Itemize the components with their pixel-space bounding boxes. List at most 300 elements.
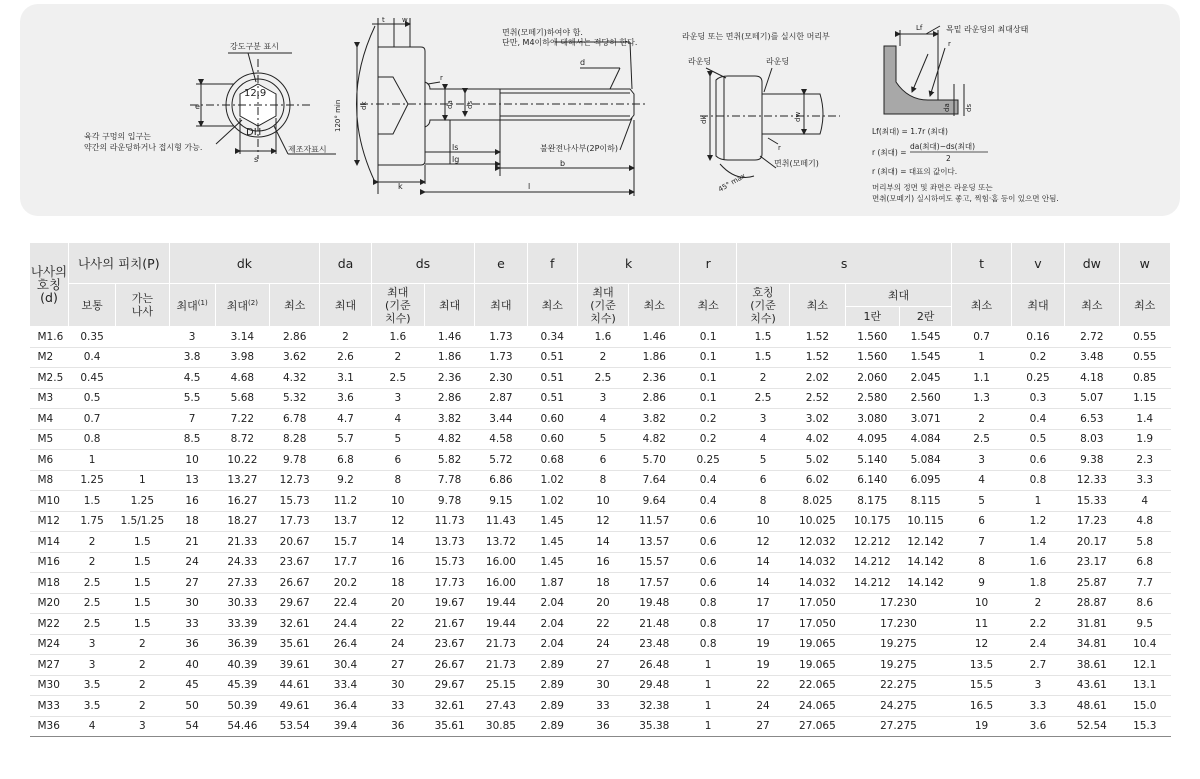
table-cell: 3.6 [320,388,371,409]
table-cell: 1.6 [577,327,628,348]
table-cell: 3 [68,655,115,676]
dim-d: d [580,58,586,67]
table-cell: 39.4 [320,716,371,737]
table-cell: 21.33 [215,532,269,553]
dim-b: b [560,159,566,168]
table-cell: 1 [952,347,1012,368]
table-cell: 2.89 [527,696,577,717]
table-row [30,696,1171,717]
table-row [30,552,1171,573]
table-cell: 21.73 [475,655,527,676]
table-cell: 5 [577,429,628,450]
table-cell: M14 [30,532,69,553]
table-cell: 8.03 [1065,429,1119,450]
table-cell: M1.6 [30,327,69,348]
chamfer-label: 면취(모떼기) [774,159,819,168]
chamfer-note-line2: 단만, M4이하에 대해서는 적당히 한다. [502,38,638,47]
table-cell: 10 [952,593,1012,614]
table-cell: 16.00 [475,573,527,594]
table-body [30,327,1171,737]
table-cell: 40.39 [215,655,269,676]
table-cell: 16 [371,552,424,573]
table-cell: 0.51 [527,368,577,389]
table-cell: 2.36 [629,368,680,389]
table-cell: 4 [371,409,424,430]
table-cell: 20.2 [320,573,371,594]
table-cell: M2 [30,347,69,368]
strength-label: 강도구분 표시 [230,42,279,51]
angle-45: 45° max [717,171,747,194]
table-cell: 5.084 [899,450,951,471]
table-cell: 1.545 [899,347,951,368]
table-cell: 0.6 [680,532,736,553]
table-cell: 2.30 [475,368,527,389]
table-cell: 6.02 [790,470,845,491]
col-dk-min: 최소 [270,284,320,327]
table-cell: 4.7 [320,409,371,430]
table-cell: 0.55 [1119,327,1170,348]
col-k-basic: 최대 (기준 치수) [577,284,628,327]
table-cell [116,368,169,389]
table-row [30,327,1171,348]
table-cell: 3 [169,327,215,348]
table-cell: 26.67 [270,573,320,594]
table-cell: 16 [169,491,215,512]
col-dk-max2: 최대$^{(2)}$ [215,284,269,327]
table-cell: 10.025 [790,511,845,532]
table-cell: 3.02 [790,409,845,430]
table-cell: 12 [736,532,789,553]
table-cell: 27.065 [790,716,845,737]
formula-r-lhs: r (최대) = [872,148,907,157]
table-cell: 2.89 [527,675,577,696]
table-cell: 32.61 [270,614,320,635]
table-cell: 3 [952,450,1012,471]
table-cell: 4.32 [270,368,320,389]
table-cell: 0.6 [680,511,736,532]
table-cell: 5.82 [424,450,474,471]
table-cell: M2.5 [30,368,69,389]
dim-s: s [254,155,259,164]
table-cell: 11.73 [424,511,474,532]
table-row [30,368,1171,389]
table-cell: 1.25 [68,470,115,491]
table-cell: 4.02 [790,429,845,450]
table-cell: 0.8 [680,593,736,614]
table-row [30,429,1171,450]
head-note-line2: 면취(모떼기) 실시하여도 좋고, 찍힘·홈 등이 있으면 안됨. [872,194,1059,203]
table-cell: 10 [577,491,628,512]
table-row [30,347,1171,368]
table-cell: 1.02 [527,470,577,491]
table-cell: 0.68 [527,450,577,471]
table-cell: 11.43 [475,511,527,532]
table-cell: 23.17 [1065,552,1119,573]
table-cell: 2.5 [577,368,628,389]
table-cell: M4 [30,409,69,430]
table-cell: 6.140 [845,470,899,491]
dim-r-fillet: r [948,40,951,48]
table-cell: 7.78 [424,470,474,491]
table-cell: 12.142 [899,532,951,553]
table-cell: 1.6 [1011,552,1064,573]
col-pitch-fine: 가는 나사 [116,284,169,327]
table-cell: 0.7 [68,409,115,430]
table-cell: 3.44 [475,409,527,430]
table-cell: 12 [577,511,628,532]
table-cell: 11.2 [320,491,371,512]
table-cell: 6.86 [475,470,527,491]
table-cell: 12.73 [270,470,320,491]
table-cell: 2.5 [736,388,789,409]
table-cell: 0.51 [527,347,577,368]
table-cell: 0.55 [1119,347,1170,368]
table-row [30,655,1171,676]
dim-ls: ls [452,143,459,152]
table-cell: 2.4 [1011,634,1064,655]
table-cell: 0.85 [1119,368,1170,389]
table-cell: 6 [371,450,424,471]
maker-label: 제조자표시 [288,145,327,154]
table-cell: 27 [736,716,789,737]
table-cell: 19.275 [845,634,952,655]
table-cell: 16 [577,552,628,573]
table-cell: 15.3 [1119,716,1170,737]
table-cell: 0.2 [680,409,736,430]
dim-dk-right: dk [700,115,708,124]
table-cell: 0.34 [527,327,577,348]
table-cell: 17.57 [629,573,680,594]
table-cell: 1.25 [116,491,169,512]
dim-t: t [382,16,385,24]
table-cell: 19 [736,634,789,655]
table-cell: 1.5 [116,532,169,553]
table-row [30,532,1171,553]
table-cell: 8.115 [899,491,951,512]
table-cell: 0.8 [680,614,736,635]
table-cell: 0.6 [1011,450,1064,471]
table-cell: 6.095 [899,470,951,491]
table-cell: 3.82 [629,409,680,430]
table-cell: 4.5 [169,368,215,389]
table-cell: 1.1 [952,368,1012,389]
table-cell: 0.4 [680,491,736,512]
table-cell: 15.73 [424,552,474,573]
table-cell: 16.5 [952,696,1012,717]
table-cell: 19.67 [424,593,474,614]
table-cell: 2.36 [424,368,474,389]
col-f-min: 최소 [527,284,577,327]
head-top-view [190,53,336,159]
table-cell: 19.275 [845,655,952,676]
table-cell: 2 [116,634,169,655]
table-cell: 1.5 [116,593,169,614]
table-cell: 1.45 [527,552,577,573]
table-cell: 7.64 [629,470,680,491]
table-cell: 2.02 [790,368,845,389]
table-cell: 1.4 [1011,532,1064,553]
col-w: w [1119,243,1170,284]
table-cell: 2.045 [899,368,951,389]
head-marking-maker: DH [246,127,262,138]
table-cell: 5.72 [475,450,527,471]
table-cell: 24.33 [215,552,269,573]
table-cell: M30 [30,675,69,696]
table-cell: 6.78 [270,409,320,430]
table-cell: 14 [736,573,789,594]
table-cell: 6 [952,511,1012,532]
table-cell: 0.5 [1011,429,1064,450]
table-cell: 4.084 [899,429,951,450]
formula-lf: Lf(최대) = 1.7r (최대) [872,127,948,136]
table-cell: 1.560 [845,347,899,368]
table-cell: 24 [371,634,424,655]
table-cell: 1 [680,655,736,676]
table-cell: 17.73 [270,511,320,532]
table-cell: 17.230 [845,614,952,635]
table-cell: 13.7 [320,511,371,532]
formula-r-den: 2 [946,154,951,163]
table-cell: 30 [577,675,628,696]
table-cell: 1.75 [68,511,115,532]
table-cell: 20.67 [270,532,320,553]
table-cell: 43.61 [1065,675,1119,696]
table-cell: 1.4 [1119,409,1170,430]
col-pitch-normal: 보통 [68,284,115,327]
table-cell: 50 [169,696,215,717]
table-cell: 19 [952,716,1012,737]
table-cell: 33.39 [215,614,269,635]
table-cell: 27.43 [475,696,527,717]
table-cell [116,429,169,450]
table-cell: 2.04 [527,634,577,655]
dim-e: e [195,102,200,111]
table-cell: 1 [680,716,736,737]
table-cell: 6 [577,450,628,471]
table-cell: 17 [736,593,789,614]
table-cell: 19 [736,655,789,676]
table-cell: 0.8 [1011,470,1064,491]
table-cell: 2.3 [1119,450,1170,471]
table-cell: 22 [577,614,628,635]
table-cell: 36.39 [215,634,269,655]
table-cell: 2.5 [68,593,115,614]
table-cell: 0.51 [527,388,577,409]
col-s-max-group: 최대 [845,284,952,307]
col-pitch: 나사의 피치(P) [68,243,169,284]
table-cell: 14.142 [899,552,951,573]
table-cell: M8 [30,470,69,491]
table-cell: 27 [577,655,628,676]
hex-note-line1: 육각 구멍의 입구는 [84,132,151,141]
table-cell: 32.38 [629,696,680,717]
table-cell: 12.032 [790,532,845,553]
table-row [30,388,1171,409]
table-cell: 29.67 [424,675,474,696]
table-cell: 1.73 [475,327,527,348]
table-cell: 22.275 [845,675,952,696]
table-cell: 0.1 [680,388,736,409]
table-cell: 9.5 [1119,614,1170,635]
table-row [30,511,1171,532]
table-cell: 13 [169,470,215,491]
table-cell: 2.89 [527,716,577,737]
table-cell: 3.62 [270,347,320,368]
table-cell: 10 [371,491,424,512]
table-cell: 15.7 [320,532,371,553]
table-cell: 10 [736,511,789,532]
table-cell: 26.67 [424,655,474,676]
dim-dw: dw [794,111,802,122]
col-v-max: 최대 [1011,284,1064,327]
table-cell: 0.4 [1011,409,1064,430]
table-cell: 1.3 [952,388,1012,409]
table-row [30,614,1171,635]
table-cell: 12 [952,634,1012,655]
table-cell: 2.89 [527,655,577,676]
table-cell: 6 [736,470,789,491]
table-cell: 10.22 [215,450,269,471]
table-cell: 0.8 [680,634,736,655]
table-cell: 1 [680,696,736,717]
table-cell: 3.3 [1119,470,1170,491]
table-cell: 54.46 [215,716,269,737]
table-cell: 15.5 [952,675,1012,696]
table-cell: 21.73 [475,634,527,655]
table-cell: 3.3 [1011,696,1064,717]
rounding-left: 라운딩 [688,57,712,66]
table-cell: 9.78 [270,450,320,471]
table-cell: M20 [30,593,69,614]
table-cell: 3.5 [68,696,115,717]
table-cell: 24 [736,696,789,717]
table-cell: 35.61 [424,716,474,737]
table-cell: 2.72 [1065,327,1119,348]
table-cell: 50.39 [215,696,269,717]
table-cell: 8.5 [169,429,215,450]
table-row [30,573,1171,594]
technical-drawing [20,4,1180,216]
table-cell: 24 [169,552,215,573]
table-cell: 9.15 [475,491,527,512]
col-ds-max: 최대 [424,284,474,327]
table-cell: 15.73 [270,491,320,512]
formula-r-note: r (최대) = 대표의 값이다. [872,167,958,176]
table-row [30,491,1171,512]
table-cell: 18.27 [215,511,269,532]
table-cell: 5.7 [320,429,371,450]
table-cell: 6.8 [320,450,371,471]
table-cell: 0.1 [680,347,736,368]
table-cell: 16.27 [215,491,269,512]
table-cell: 5.07 [1065,388,1119,409]
table-cell: 2.5 [371,368,424,389]
table-cell: 1.5 [736,327,789,348]
table-cell: 1.5 [68,491,115,512]
table-cell: 13.73 [424,532,474,553]
table-cell: 0.16 [1011,327,1064,348]
table-cell: 23.48 [629,634,680,655]
table-cell: 36 [577,716,628,737]
table-cell: 2.580 [845,388,899,409]
table-cell: 0.6 [680,552,736,573]
table-cell: 0.60 [527,429,577,450]
table-cell: 0.35 [68,327,115,348]
table-cell: 9 [952,573,1012,594]
dim-l: l [528,182,531,191]
table-cell: 11 [952,614,1012,635]
table-cell: 9.38 [1065,450,1119,471]
table-cell: 4 [68,716,115,737]
table-cell: 25.15 [475,675,527,696]
table-cell: 1.45 [527,511,577,532]
table-cell: 36.4 [320,696,371,717]
table-cell: 19.44 [475,614,527,635]
table-cell: 8.6 [1119,593,1170,614]
table-cell: 44.61 [270,675,320,696]
fillet-title: 목밑 라운딩의 최대상태 [946,25,1029,34]
table-cell: 2.060 [845,368,899,389]
col-e-max: 최대 [475,284,527,327]
table-cell: 31.81 [1065,614,1119,635]
bolt-spec-table [29,242,1171,737]
table-cell: 3 [577,388,628,409]
table-cell [116,347,169,368]
table-cell: 22 [736,675,789,696]
table-cell: 0.1 [680,368,736,389]
table-cell: 35.38 [629,716,680,737]
table-cell: 4.82 [424,429,474,450]
table-cell: 7 [169,409,215,430]
table-cell: 24.275 [845,696,952,717]
table-cell: 1 [1011,491,1064,512]
table-cell: M22 [30,614,69,635]
table-cell: 1.15 [1119,388,1170,409]
head-marking-grade: 12.9 [244,88,267,99]
table-cell: M18 [30,573,69,594]
table-cell: 4.8 [1119,511,1170,532]
table-cell: 3.8 [169,347,215,368]
table-cell: 24.065 [790,696,845,717]
formula-r-num: da(최대)−ds(최대) [910,142,975,151]
table-cell: 30.33 [215,593,269,614]
table-cell: 8 [577,470,628,491]
table-cell: 0.8 [68,429,115,450]
table-cell: 3 [1011,675,1064,696]
col-dw: dw [1065,243,1119,284]
table-cell: 4.095 [845,429,899,450]
table-cell: 30.85 [475,716,527,737]
table-cell: 5 [736,450,789,471]
table-cell: 24.4 [320,614,371,635]
incomplete-thread-label: 불완전나사부(2P이하) [540,144,618,153]
table-cell: 5 [371,429,424,450]
table-cell: 1.52 [790,327,845,348]
table-cell: 5.02 [790,450,845,471]
col-dk: dk [169,243,320,284]
table-cell: 19.065 [790,634,845,655]
table-cell: 20 [371,593,424,614]
table-cell: 8.72 [215,429,269,450]
table-cell: 1.545 [899,327,951,348]
table-cell: 35.61 [270,634,320,655]
table-cell: 8.28 [270,429,320,450]
table-cell: 2 [116,675,169,696]
table-cell: 0.25 [680,450,736,471]
table-cell: 19.48 [629,593,680,614]
table-cell: 20.17 [1065,532,1119,553]
col-k-min: 최소 [629,284,680,327]
